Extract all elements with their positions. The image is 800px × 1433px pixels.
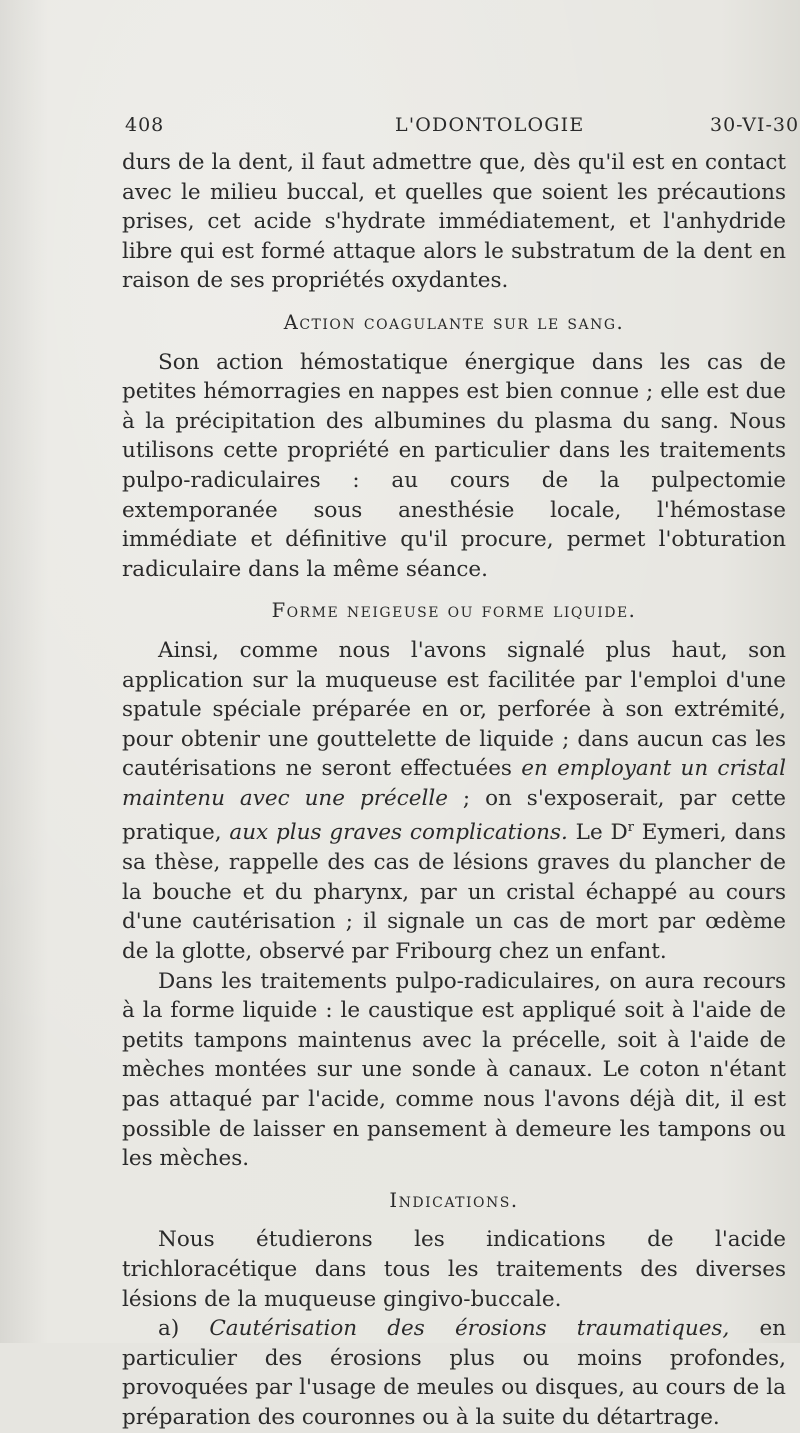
text-run: ; on s'exposerait, par cette pratique, <box>122 785 786 846</box>
article-body <box>122 148 786 1433</box>
paragraph-liquid-form: Dans les traitements pulpo-radiculaires, on aura recours à la forme liquide : le caustique est appliqué soit à l'aide de petits tampons maintenus avec la précelle, soit à l'aide de mèches montées sur une sonde à canaux. Le coton n'étant pas attaqué par l'acide, comme nous l'avons déjà dit, il est possible de laisser en pansement à demeure les tampons ou les mèches. <box>122 968 786 1172</box>
running-header <box>125 114 800 144</box>
paragraph-indications: Nous étudierons les indications de l'acide trichloracétique dans tous les traitements des diverses lésions de la muqueuse gingivo-buccale. <box>122 1227 786 1312</box>
paragraph-item-a <box>122 1314 786 1432</box>
text-run: Ainsi, comme nous l'avons signalé plus haut, son application sur la muqueuse est facilitée par l'emploi d'une spatule spéciale préparée en or, perforée à son extrémité, pour obtenir une gouttelette de liquide ; dans aucun cas les cautérisations ne seront effectuées <box>122 637 786 782</box>
text-run: Le <box>567 820 611 846</box>
text-run: a) <box>158 1316 210 1342</box>
paragraph-application <box>122 636 786 967</box>
doctor-abbrev-sup: r <box>627 820 634 836</box>
paragraph-hemostatic-action: Son action hémostatique énergique dans les cas de petites hémorragies en nappes est bien connue ; elle est due à la précipitation des albumines du plasma du sang. Nous utilisons cette propriété en particulier dans les traitements pulpo-radiculaires : au cours de la pulpectomie extemporanée sous anesthésie locale, l'hémostase immédiate et définitive qu'il procure, permet l'obturation radiculaire dans la même séance. <box>122 349 786 582</box>
section-heading-coagulation: Action coagulante sur le sang. <box>283 310 625 334</box>
issue-date: 30-VI-30 <box>710 114 800 136</box>
journal-title: L'ODONTOLOGIE <box>395 114 585 136</box>
doctor-abbrev: D <box>610 820 628 846</box>
section-heading-form: Forme neigeuse ou forme liquide. <box>271 599 637 623</box>
section-heading-indications: Indications. <box>389 1188 519 1212</box>
italic-run: en employant un cristal maintenu avec une précelle <box>122 756 786 811</box>
paragraph-continuation: durs de la dent, il faut admettre que, dès qu'il est en contact avec le milieu buccal, et quelles que soient les précautions prises, cet acide s'hydrate immédiatement, et l'anhydride libre qui est formé attaque alors le substratum de la dent en raison de ses propriétés oxydantes. <box>122 150 786 294</box>
page-number: 408 <box>125 114 165 136</box>
italic-run: aux plus graves complications. <box>229 820 568 846</box>
text-run: Eymeri, dans sa thèse, rappelle des cas de lésions graves du plancher de la bouche et du pharynx, par un cristal échappé au cours d'une cautérisation ; il signale un cas de mort par œdème de la glotte, observé par Fribourg chez un enfant. <box>122 820 787 964</box>
italic-run: Cautérisation des érosions traumatiques, <box>209 1316 730 1342</box>
text-run: en particulier des érosions plus ou moins profondes, provoquées par l'usage de meules ou disques, au cours de la préparation des couronnes ou à la suite du détartrage. <box>122 1316 787 1430</box>
